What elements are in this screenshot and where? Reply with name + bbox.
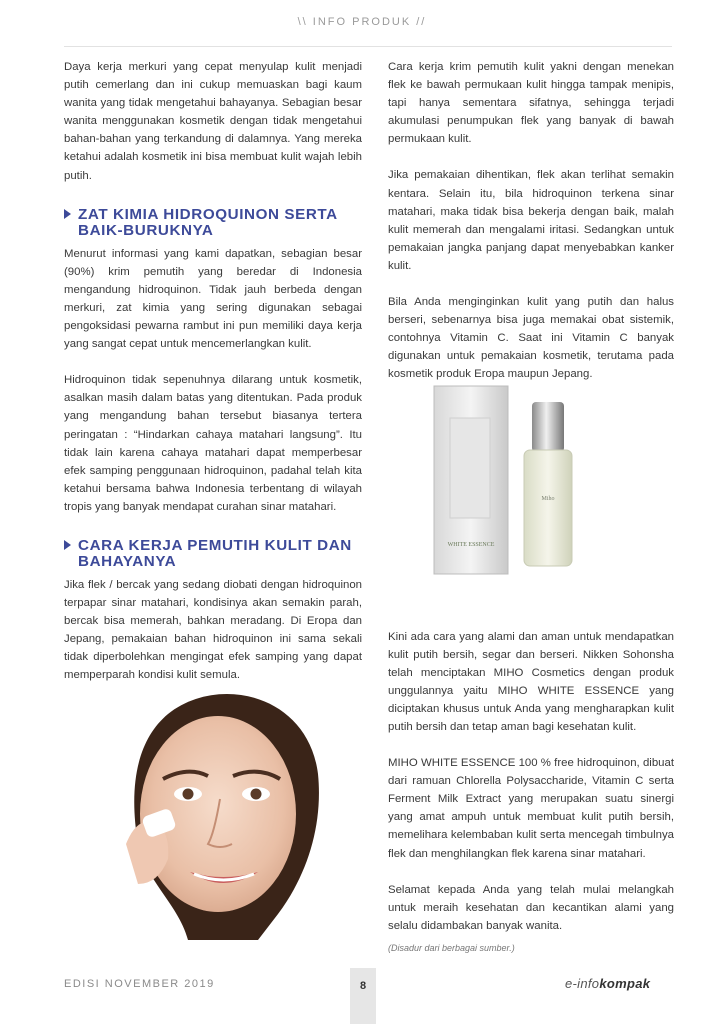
brand-prefix: e-info — [565, 976, 600, 991]
left-column — [64, 58, 362, 685]
section-heading-hidroquinon — [64, 207, 362, 239]
brand-suffix: kompak — [599, 976, 651, 991]
paragraph: MIHO WHITE ESSENCE 100 % free hidroquinon, dibuat dari ramuan Chlorella Polysaccharide, Vitamin C serta Ferment Milk Extract yang merupakan suatu sinergi yang amat ampuh untuk membuat kulit putih bersih, memelihara kelembaban kulit serta mencegah timbulnya flek dan menghilangkan flek karena sinar matahari. — [388, 757, 674, 860]
section-heading-cara-kerja — [64, 538, 362, 570]
woman-face-photo — [108, 684, 326, 940]
edition-label: EDISI NOVEMBER 2019 — [64, 978, 215, 990]
paragraph: Jika flek / bercak yang sedang diobati dengan hidroquinon terpapar sinar matahari, kondisinya akan semakin parah, bercak bisa memerah, bahkan meradang. Di Eropa dan Jepang, pemakaian bahan hidroquinon ini sama sekali tidak diperbolehkan mengingat efek samping yang dapat memperparah kondisi kulit semula. — [64, 578, 362, 682]
header-divider — [64, 46, 672, 47]
paragraph: Menurut informasi yang kami dapatkan, sebagian besar (90%) krim pemutih yang beredar di Indonesia mengandung hidroquinon. Tidak jauh berbeda dengan merkuri, zat kimia yang sering digunakan sebagai pengoksidasi pewarna rambut ini pun memiliki daya kerja yang sangat cepat untuk mencemerlangkan kulit. — [64, 247, 362, 351]
product-photo — [432, 382, 578, 578]
triangle-bullet-icon — [64, 209, 71, 219]
paragraph: Jika pemakaian dihentikan, flek akan terlihat semakin kentara. Selain itu, bila hidroquinon terkena sinar matahari, maka tidak bisa bekerja dengan baik, malah kulit memerah dan mengalami iritasi. Sedangkan untuk pemakaian jangka panjang dapat menyebabkan kanker kulit. — [388, 169, 674, 272]
page-number-box — [350, 968, 376, 1024]
page-number: 8 — [359, 980, 367, 992]
paragraph: Hidroquinon tidak sepenuhnya dilarang untuk kosmetik, asalkan masih dalam batas yang ditentukan. Pada produk yang mengandung bahan tersebut biasanya tertera peringatan : “Hindarkan cahaya matahari langsung”. Itu tidak lain karena cahaya matahari dapat memperbesar efek samping penggunaan hidroquinon, padahal telah kita ketahui bersama bahwa Indonesia terbentang di wilayah tropis yang banyak mendapat curahan sinar matahari. — [64, 374, 362, 513]
triangle-bullet-icon — [64, 540, 71, 550]
box-label: WHITE ESSENCE — [447, 542, 495, 548]
paragraph: Daya kerja merkuri yang cepat menyulap kulit menjadi putih cemerlang dan ini cukup memuaskan bagi kaum wanita yang tidak mengetahui bahayanya. Sebagian besar wanita menggunakan kosmetik dengan tidak mengetahui bahan-bahan yang terkandung di dalamnya. Yang mereka ketahui adalah kosmetik ini bisa membuat kulit wajah lebih putih. — [64, 61, 362, 182]
paragraph: Selamat kepada Anda yang telah mulai melangkah untuk meraih kesehatan dan kecantikan alami yang selalu didambakan banyak wanita. — [388, 883, 674, 932]
brand-logo — [565, 976, 650, 991]
paragraph: Bila Anda menginginkan kulit yang putih dan halus berseri, sebenarnya bisa juga memakai obat sistemik, contohnya Vitamin C. Saat ini Vitamin C banyak digunakan untuk pemakaian kosmetik, terutama pada kosmetik produk Eropa maupun Jepang. — [388, 296, 674, 381]
bottle-label: Miho — [541, 496, 555, 502]
source-note: (Disadur dari berbagai sumber.) — [388, 942, 515, 953]
paragraph: Kini ada cara yang alami dan aman untuk mendapatkan kulit putih bersih, segar dan berseri. Nikken Sohonsha telah menciptakan MIHO Cosmetics dengan produk unggulannya yaitu MIHO WHITE ESSENCE yang diciptakan khusus untuk Anda yang mengharapkan kulit putih bersih dan tetap aman bagi kesehatan kulit. — [388, 630, 674, 733]
paragraph: Cara kerja krim pemutih kulit yakni dengan menekan flek ke bawah permukaan kulit hingga tampak menipis, tapi hanya sementara sifatnya, sehingga terjadi akumulasi penumpukan flek yang banyak di bawah permukaan kulit. — [388, 61, 674, 146]
section-header: \\ INFO PRODUK // — [297, 16, 427, 28]
heading-text: ZAT KIMIA HIDROQUINON SERTA BAIK-BURUKNYA — [78, 205, 338, 239]
heading-text: CARA KERJA PEMUTIH KULIT DAN BAHAYANYA — [78, 536, 352, 570]
